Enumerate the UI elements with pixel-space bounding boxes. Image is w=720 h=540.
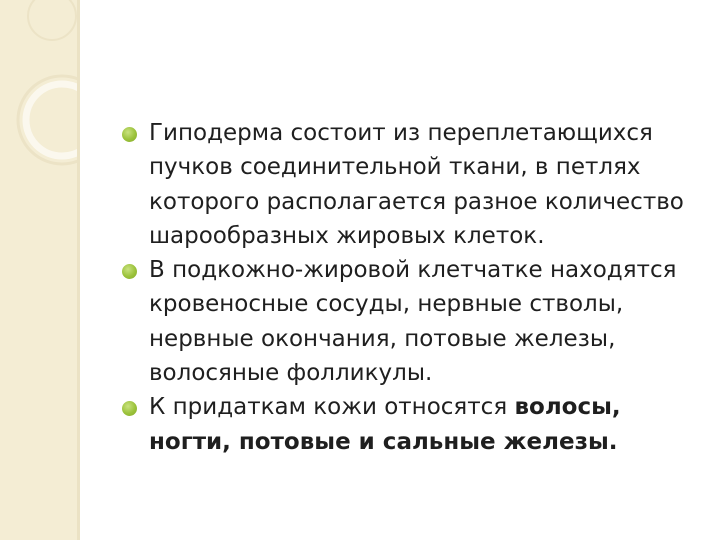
green-circle-bullet-icon [122,401,137,416]
bullet-item-hypodermis [122,116,697,253]
bullet-item-subcutaneous-tissue [122,253,697,390]
side-divider [77,0,80,540]
bullet-text: Гиподерма состоит из переплетающихся пучков соединительной ткани, в петлях которого располагается разное количество шарообразных жировых клеток. [149,120,684,249]
bullet-text: К придаткам кожи относятся [149,394,515,421]
bullet-list [122,116,697,459]
slide-content [122,116,697,459]
side-decoration-panel [0,0,80,540]
green-circle-bullet-icon [122,264,137,279]
bullet-item-skin-appendages [122,390,697,459]
bullet-bold-text: волосы, ногти, потовые и сальные железы. [149,394,621,455]
bullet-text: В подкожно-жировой клетчатке находятся кровеносные сосуды, нервные стволы, нервные окончания, потовые железы, волосяные фолликулы. [149,257,677,387]
green-circle-bullet-icon [122,127,137,142]
ring-decoration [0,0,80,540]
